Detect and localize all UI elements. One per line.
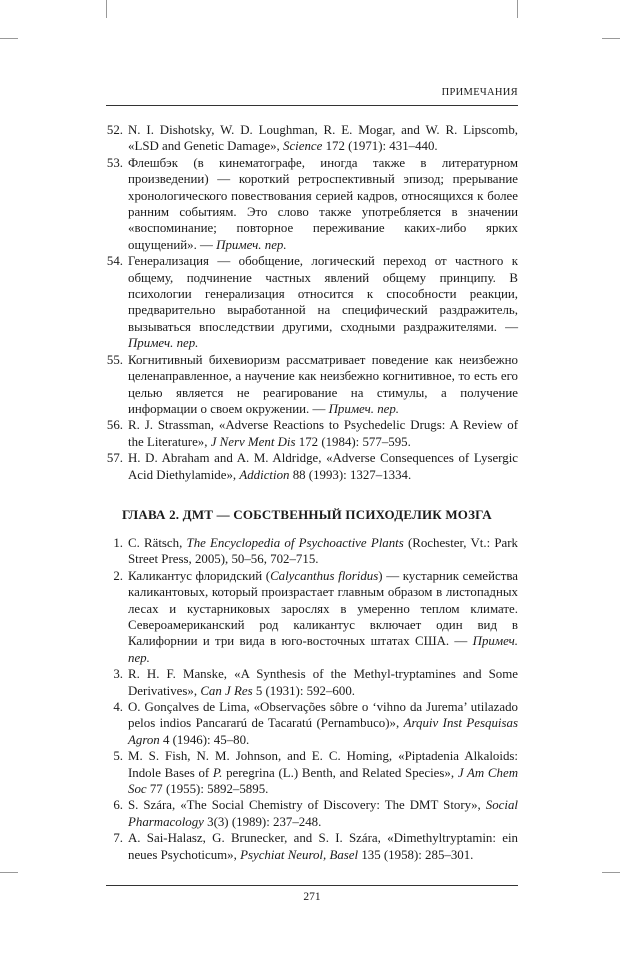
note-number: 5. [113,749,123,764]
note-text [128,155,518,253]
note-text [128,450,518,483]
note-number: 3. [113,667,123,682]
note-text-segment: 88 (1993): 1327–1334. [289,467,412,482]
note-number: 53. [106,155,123,170]
note-text-segment: peregrina (L.) Benth, and Related Species», [222,765,458,780]
note-text [128,748,518,797]
crop-mark [602,38,620,39]
note-text-segment: R. J. Strassman, «Adverse Reactions to Psychedelic Drugs: A Review of the Literature», [128,418,518,449]
text-column [106,0,518,964]
note-text [128,417,518,450]
note-italic-text: Примеч. пер. [328,401,400,416]
note-item [106,666,518,699]
note-number: 57. [106,451,123,466]
note-text-segment: A. Sai-Halasz, G. Brunecker, and S. I. Szára, «Dimethyltryptamin: ein neues Psychoticum», [128,831,518,862]
note-italic-text: J Am Chem Soc [128,765,519,797]
note-item [106,535,518,568]
note-item [106,155,518,253]
note-italic-text: Social Pharmacology [128,798,518,829]
footer-rule [106,885,518,886]
note-number: 2. [113,568,123,583]
chapter-heading: ГЛАВА 2. ДМТ — СОБСТВЕННЫЙ ПСИХОДЕЛИК МОЗГА [122,506,492,522]
note-italic-text: The Encyclopedia of Psychoactive Plants [186,535,404,550]
note-item [106,253,518,351]
note-text [128,535,518,568]
note-text [128,122,518,155]
note-text-segment: 5 (1931): 592–600. [252,683,355,698]
note-text [128,568,518,666]
note-text [128,666,518,699]
note-italic-text: Addiction [239,467,290,482]
note-text [128,830,518,863]
note-text-segment: O. Gonçalves de Lima, «Observações sôbre o ‘vihno da Jurema’ utilazado pelos indios Pancararú de Tacaratú (Pernambuco)», [128,700,518,731]
note-italic-text: Примеч. пер. [128,634,518,665]
note-italic-text: Calycanthus floridus [270,568,379,583]
note-italic-text: Arquiv Inst Pesquisas Agron [128,716,518,747]
header-rule [106,105,518,106]
note-item [106,568,518,666]
note-text-segment: Генерализация — обобщение, логический переход от частного к общему, подчинение частных явлений общему принципу. В психологии генерализация относится к способности реакции, предварительно выработанной на специфический раздражитель, вызываться впоследствии другими, сходными раздражителями. — [128,254,518,334]
note-text-segment: 135 (1958): 285–301. [358,847,474,862]
note-text-segment: S. Szára, «The Social Chemistry of Discovery: The DMT Story», [128,798,486,813]
note-number: 54. [106,254,123,269]
note-number: 6. [113,798,123,813]
note-italic-text: Примеч. пер. [128,336,199,351]
note-text [128,699,518,748]
note-text-segment: M. S. Fish, N. M. Johnson, and E. C. Homing, «Piptadenia Alkaloids: Indole Bases of [128,749,518,780]
notes-list-chapter-2 [106,535,518,863]
note-text-segment: Каликантус флоридский ( [128,568,271,583]
note-number: 56. [106,418,123,433]
note-text [128,797,518,830]
note-text-segment: 172 (1984): 577–595. [295,434,411,449]
note-item [106,797,518,830]
note-text-segment: (Rochester, Vt.: Park Street Press, 2005), 50–56, 702–715. [128,535,518,567]
running-title: ПРИМЕЧАНИЯ [441,87,518,98]
note-item [106,352,518,418]
note-text-segment: N. I. Dishotsky, W. D. Loughman, R. E. Mogar, and W. R. Lipscomb, «LSD and Genetic Damage», [128,123,518,154]
note-number: 52. [106,123,123,137]
crop-mark [602,872,620,873]
note-text-segment: Когнитивный бихевиоризм рассматривает поведение как неизбежно целенаправленное, а научение как неизбежно когнитивное, то есть его целью является не реагирование на стимулы, а получение информации о своем окружении. — [128,352,518,416]
note-item [106,122,518,155]
note-item [106,450,518,483]
note-text [128,253,518,351]
note-italic-text: Science [283,139,323,154]
note-italic-text: J Nerv Ment Dis [210,434,296,449]
note-number: 1. [113,535,123,550]
note-text [128,352,518,418]
note-number: 55. [106,352,123,367]
note-text-segment: 3(3) (1989): 237–248. [203,814,322,829]
note-text-segment: ) — кустарник семейства каликантовых, который произрастает главным образом в листопадных лесах и кустарниковых зарослях в умеренно теплом климате. Североамериканский род каликантус включает один вид в Калифорнии и три вида в юго-восточных штатах США. — [128,568,518,649]
crop-mark [0,38,18,39]
note-text-segment: C. Rätsch, [128,535,187,550]
note-number: 4. [113,700,123,714]
note-item [106,699,518,748]
note-text-segment: R. H. F. Manske, «A Synthesis of the Methyl-tryptamines and Some Derivatives», [128,667,518,698]
note-italic-text: Can J Res [200,683,253,698]
note-item [106,417,518,450]
crop-mark [0,872,18,873]
note-text-segment: 4 (1946): 45–80. [159,732,250,747]
note-text-segment: H. D. Abraham and A. M. Aldridge, «Adverse Consequences of Lysergic Acid Diethylamide», [128,451,518,482]
note-item [106,748,518,797]
note-text-segment: 77 (1955): 5892–5895. [146,782,269,797]
note-item [106,830,518,863]
note-text-segment: 172 (1971): 431–440. [322,139,438,154]
note-number: 7. [113,831,123,846]
note-italic-text: Psychiat Neurol, Basel [240,847,359,862]
note-italic-text: Примеч. пер. [216,237,287,252]
note-text-segment: Флешбэк (в кинематографе, иногда также в литературном произведении) — короткий ретроспективный эпизод; прерывание хронологического повествования серией кадров, относящихся к более ранним событиям. Это слово также употребляется в значении «воспоминание; повторное переживание каких-либо ярких ощущений». — [128,155,518,252]
page-number: 271 [303,891,321,904]
note-italic-text: P. [212,765,223,780]
notes-list-chapter-1 [106,122,518,483]
